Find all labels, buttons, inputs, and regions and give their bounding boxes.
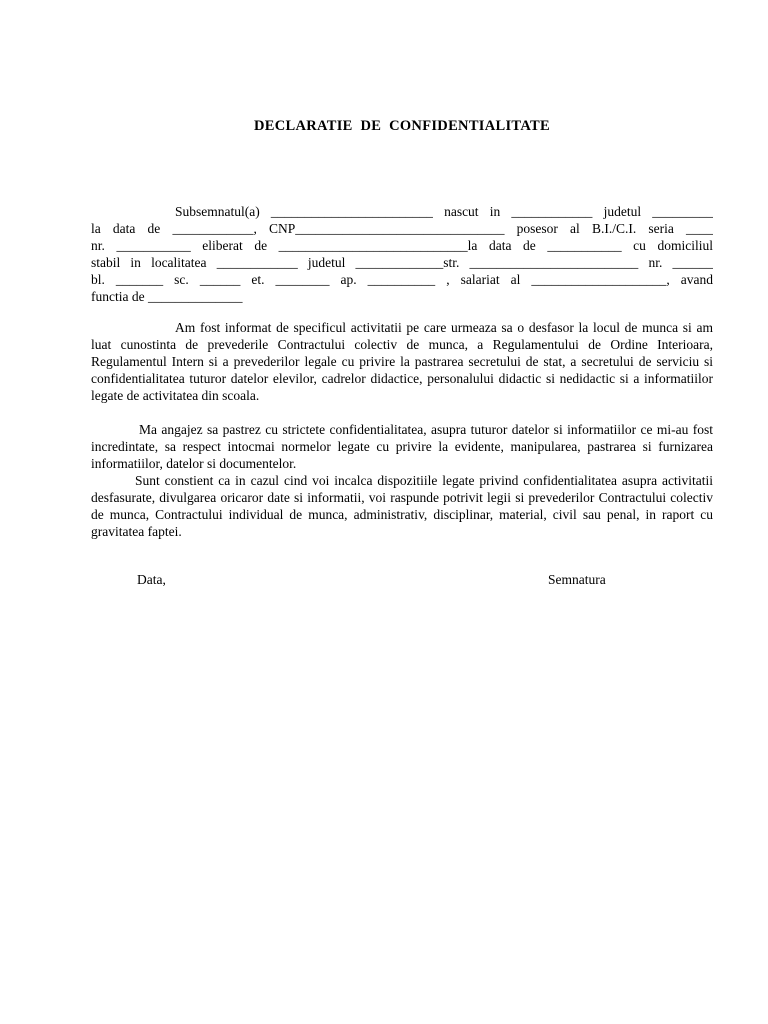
document-title: DECLARATIE DE CONFIDENTIALITATE: [254, 118, 550, 134]
form-line-cnp: la data de ____________, CNP_______________________________ posesor al B.I./C.I. seria ____: [91, 221, 713, 236]
date-label: Data,: [137, 572, 166, 587]
form-line-id: nr. ___________ eliberat de ____________________________la data de ___________ cu domiciliul: [91, 238, 713, 253]
paragraph-liability: Sunt constient ca in cazul cind voi incalca dispozitiile legate privind confidentialitatea asupra activitatii desfasurate, divulgarea oricaror date si informatii, voi raspunde potrivit legii si prevederilor Contractului colectiv de munca, Contractului individual de munca, administrativ, disciplinar, material, civil sau penal, in raport cu gravitatea faptei.: [91, 473, 713, 539]
form-line-function: functia de ______________: [91, 289, 243, 304]
personal-data-form: [91, 203, 713, 305]
signature-label: Semnatura: [548, 572, 606, 587]
form-line-address: stabil in localitatea ____________ judetul _____________str. _________________________ nr. ______: [91, 255, 713, 270]
paragraph-information: Am fost informat de specificul activitatii pe care urmeaza sa o desfasor la locul de munca si am luat cunostinta de prevederile Contractului colectiv de munca, a Regulamentului de Ordine Interioara, Regulamentul Intern si a prevederilor legale cu privire la pastrarea secretului de stat, a secretului de serviciu si confidentialitatea tuturor datelor elevilor, cadrelor didactice, personalului didactic si nedidactic si a informatiilor legate de activitatea din scoala.: [91, 320, 713, 403]
form-line-name: Subsemnatul(a) ________________________ nascut in ____________ judetul _________: [175, 204, 713, 219]
form-line-building: bl. _______ sc. ______ et. ________ ap. __________ , salariat al ____________________, avand: [91, 272, 713, 287]
paragraph-commitment: Ma angajez sa pastrez cu strictete confidentialitatea, asupra tuturor datelor si informatiilor ce mi-au fost incredintate, sa respect intocmai normelor legate cu privire la evidente, manipularea, pastrarea si furnizarea informatiilor, datelor si documentelor.: [91, 422, 713, 471]
